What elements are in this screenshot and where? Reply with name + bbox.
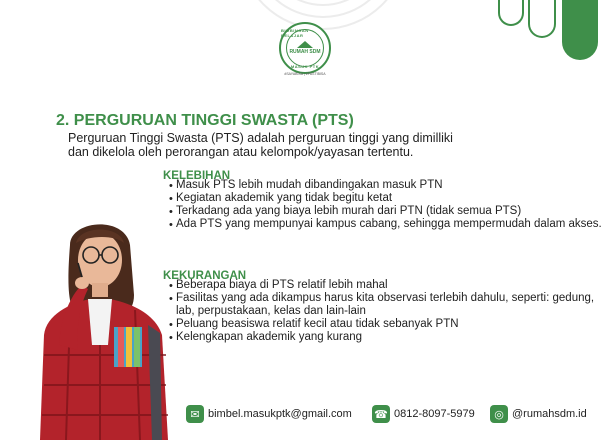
phone-text: 0812-8097-5979 [394, 408, 475, 420]
decorative-pill-solid [562, 0, 598, 60]
logo-ring-bottom-text: MASUK PTK [290, 64, 320, 69]
decorative-pill-outline [528, 0, 556, 38]
kekurangan-list [176, 279, 606, 344]
instagram-icon: ◎ [490, 405, 508, 423]
list-item: • Peluang beasiswa relatif kecil atau tidak sebanyak PTN [176, 318, 606, 331]
list-item: • Terkadang ada yang biaya lebih murah dari PTN (tidak semua PTS) [176, 205, 606, 218]
whatsapp-icon: ☎ [372, 405, 390, 423]
list-item: • Ada PTS yang mempunyai kampus cabang, sehingga mempermudah dalam akses. [176, 218, 606, 231]
logo-center-text: RUMAH SDM [289, 49, 321, 55]
footer-email[interactable] [186, 404, 352, 424]
list-item: • Beberapa biaya di PTS relatif lebih mahal [176, 279, 606, 292]
house-icon [297, 41, 313, 48]
intro-paragraph: Perguruan Tinggi Swasta (PTS) adalah perguruan tinggi yang dimilliki dan dikelola oleh perorangan atau kelompok/yayasan tertentu. [68, 131, 453, 159]
page-title: 2. PERGURUAN TINGGI SWASTA (PTS) [56, 112, 354, 129]
student-illustration [30, 215, 200, 440]
kelebihan-heading: KELEBIHAN [163, 170, 231, 182]
brand-logo [279, 22, 331, 74]
mail-icon: ✉ [186, 405, 204, 423]
kelebihan-list [176, 179, 606, 231]
email-text: bimbel.masukptk@gmail.com [208, 408, 352, 420]
instagram-text: @rumahsdm.id [512, 408, 587, 420]
logo-tagline: #SAYABISA | #PASTIBISA [284, 72, 326, 76]
footer-phone[interactable] [372, 404, 475, 424]
list-item: • Kelengkapan akademik yang kurang [176, 331, 606, 344]
kekurangan-heading: KEKURANGAN [163, 270, 247, 282]
footer-instagram[interactable] [490, 404, 587, 424]
list-item: • Kegiatan akademik yang tidak begitu ketat [176, 192, 606, 205]
list-item: • Masuk PTS lebih mudah dibandingakan masuk PTN [176, 179, 606, 192]
logo-ring-top-text: BIMBINGAN BELAJAR [281, 28, 309, 38]
list-item: • Fasilitas yang ada dikampus harus kita observasi terlebih dahulu, seperti: gedung, lab, perpustakaan, kelas dan lain-lain [176, 292, 606, 318]
decorative-pill-outline [498, 0, 524, 26]
decorative-rings [238, 0, 408, 30]
